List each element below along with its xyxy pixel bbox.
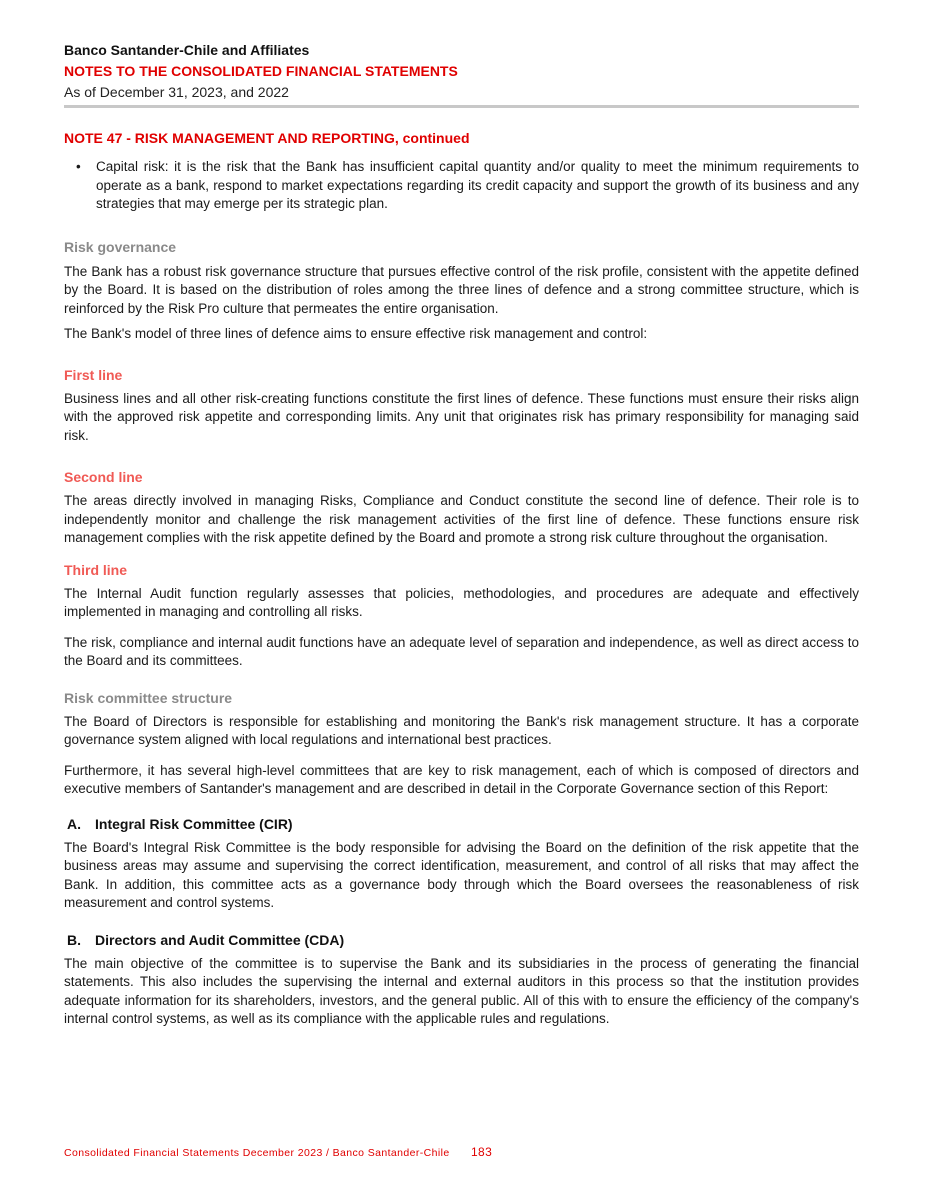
committee-structure-paragraph-1: The Board of Directors is responsible for establishing and monitoring the Bank's risk management structure. It has a corporate governance system aligned with local regulations and international best practices. <box>64 713 859 747</box>
committee-structure-heading: Risk committee structure <box>64 689 233 706</box>
footer-text: Consolidated Financial Statements December 2023 / Banco Santander-Chile <box>64 1147 450 1159</box>
risk-governance-paragraph-2: The Bank's model of three lines of defence aims to ensure effective risk management and control: <box>64 326 648 341</box>
third-line-heading: Third line <box>64 561 127 578</box>
page <box>64 40 859 1029</box>
note-title: NOTE 47 - RISK MANAGEMENT AND REPORTING, continued <box>64 130 470 146</box>
risk-governance-paragraph-1: The Bank has a robust risk governance structure that pursues effective control of the risk profile, consistent with the appetite defined by the Board. It is based on the distribution of roles among the three lines of defence and a strong committee structure, which is reinforced by the Risk Pro culture that permeates the entire organisation. <box>64 263 859 316</box>
notes-title: NOTES TO THE CONSOLIDATED FINANCIAL STATEMENTS <box>64 63 458 79</box>
page-number: 183 <box>470 1145 493 1159</box>
committee-a-heading <box>64 814 859 834</box>
capital-risk-bullet <box>64 158 859 214</box>
bullet-dot: • <box>76 159 81 174</box>
page-footer <box>64 1145 492 1159</box>
third-line-paragraph-2: The risk, compliance and internal audit functions have an adequate level of separation and independence, as well as direct access to the Board and its committees. <box>64 634 859 668</box>
committee-a-paragraph: The Board's Integral Risk Committee is the body responsible for advising the Board on the definition of the risk appetite that the business areas may assume and supervising the correct identification, measurement, and control of all risks that may affect the Bank. In addition, this committee acts as a governance body through which the Board oversees the reasonableness of risk measurement and control systems. <box>64 839 859 910</box>
header-divider <box>64 105 859 108</box>
committee-b-letter: B. <box>67 931 81 948</box>
bullet-text: Capital risk: it is the risk that the Bank has insufficient capital quantity and/or quality to meet the minimum requirements to operate as a bank, respond to market expectations regarding its credit capacity and support the growth of its business and any strategies that may emerge per its strategic plan. <box>96 159 859 211</box>
risk-governance-heading: Risk governance <box>64 238 177 255</box>
committee-a-title: Integral Risk Committee (CIR) <box>95 815 293 832</box>
committee-a-letter: A. <box>67 815 81 832</box>
first-line-heading: First line <box>64 366 123 383</box>
first-line-paragraph: Business lines and all other risk-creating functions constitute the first lines of defence. These functions must ensure their risks align with the approved risk appetite and corresponding limits. Any unit that originates risk has primary responsibility for managing said risk. <box>64 390 859 443</box>
committee-b-paragraph: The main objective of the committee is to supervise the Bank and its subsidiaries in the process of generating the financial statements. This also includes the supervising the internal and external auditors in this process so that the institution provides adequate information for its shareholders, investors, and the general public. All of this with to ensure the efficiency of the company's internal control systems, as well as its compliance with the applicable rules and regulations. <box>64 955 859 1026</box>
report-date: As of December 31, 2023, and 2022 <box>64 84 289 100</box>
company-name: Banco Santander-Chile and Affiliates <box>64 42 310 58</box>
second-line-heading: Second line <box>64 469 143 485</box>
committee-structure-paragraph-2: Furthermore, it has several high-level committees that are key to risk management, each of which is composed of directors and executive members of Santander's management and are described in detail in the Corporate Governance section of this Report: <box>64 762 859 796</box>
committee-b-heading <box>64 930 859 950</box>
committee-b-title: Directors and Audit Committee (CDA) <box>95 931 345 948</box>
third-line-paragraph-1: The Internal Audit function regularly assesses that policies, methodologies, and procedures are adequate and effectively implemented in managing and controlling all risks. <box>64 585 859 619</box>
second-line-paragraph: The areas directly involved in managing Risks, Compliance and Conduct constitute the second line of defence. Their role is to independently monitor and challenge the risk management activities of the first line of defence. These functions ensure risk management complies with the risk appetite defined by the Board and promote a strong risk culture throughout the organisation. <box>64 493 859 545</box>
